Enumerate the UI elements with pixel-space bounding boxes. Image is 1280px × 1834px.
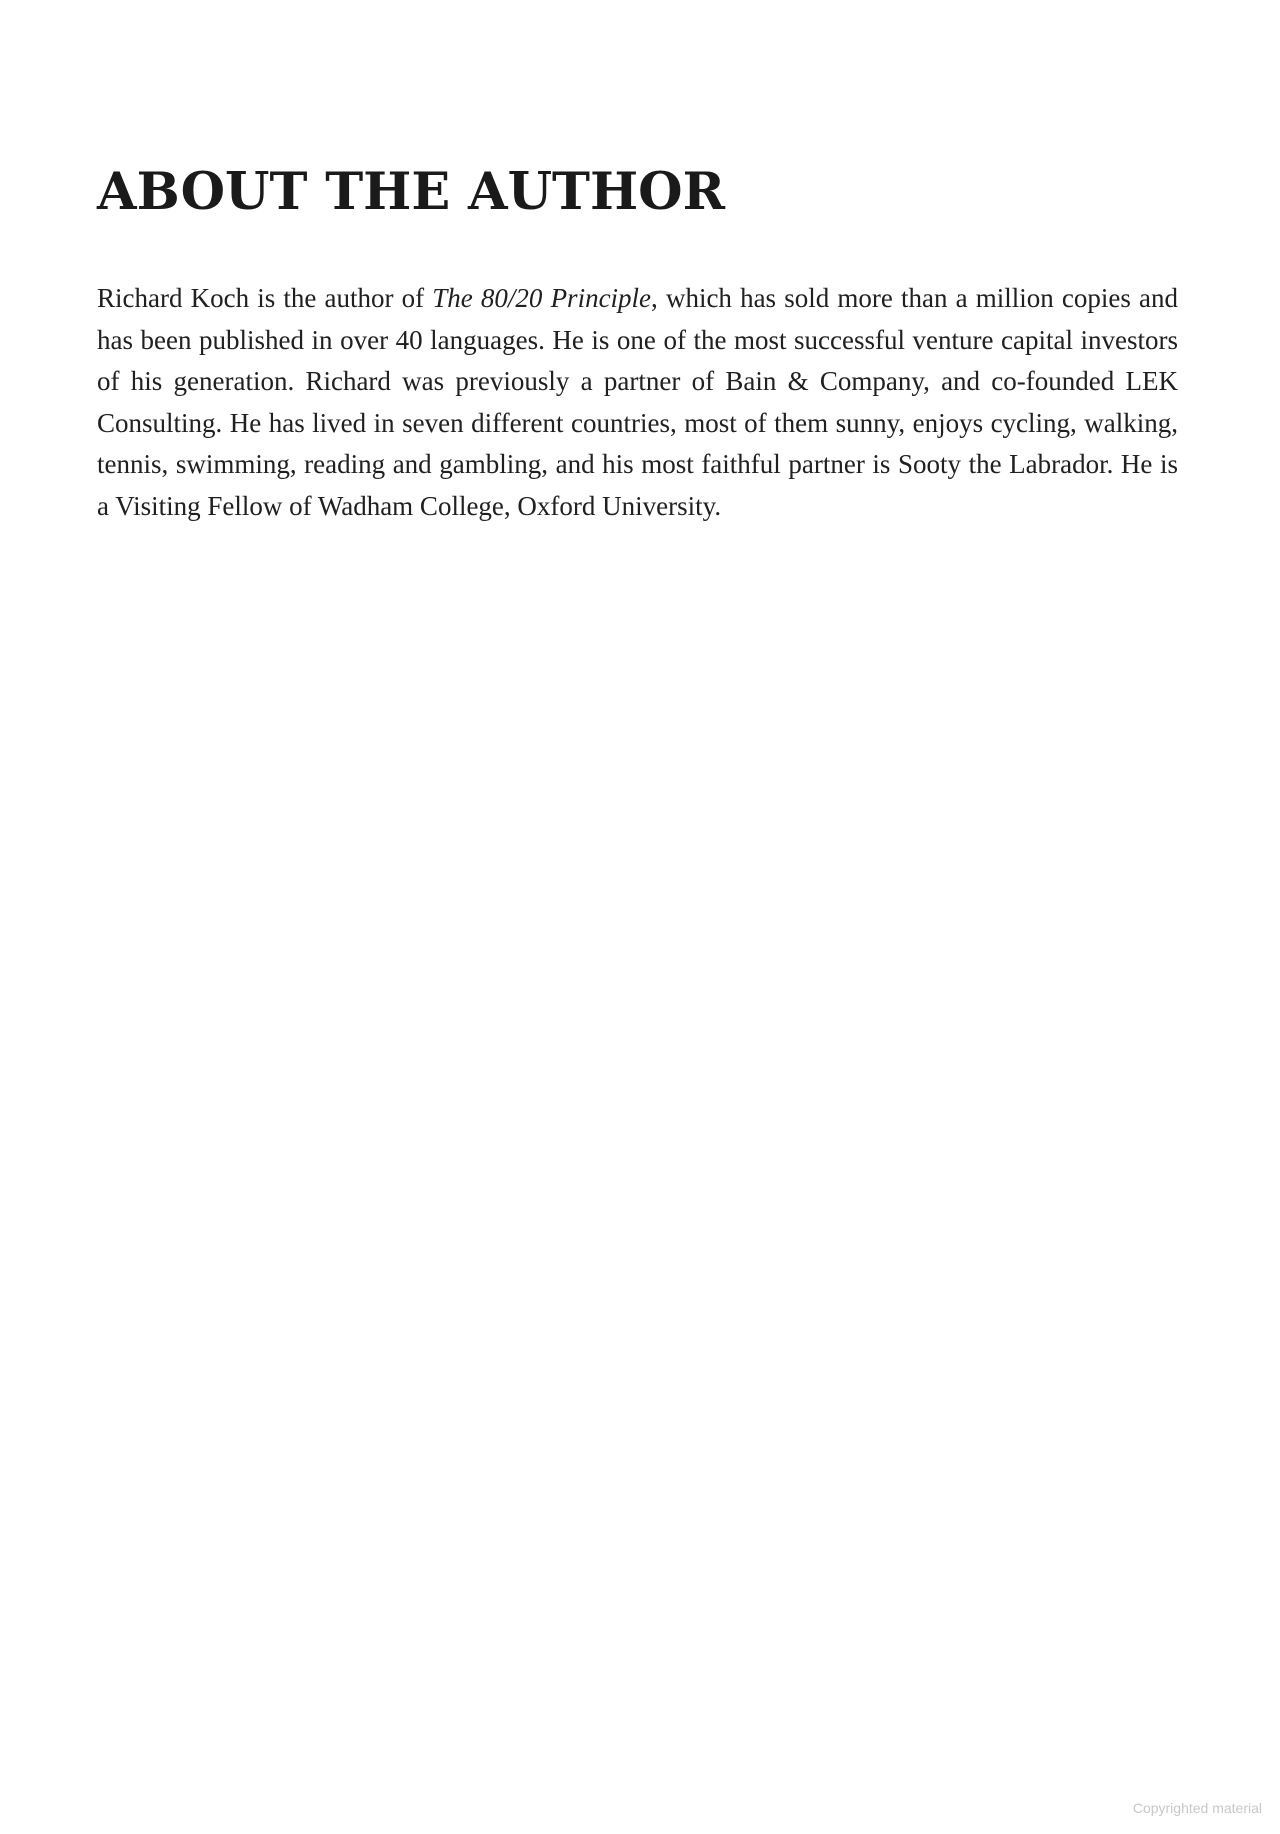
bio-rest-text: , which has sold more than a million copies and has been published in over 40 languages. He is one of the most successful venture capital investors of his generation. Richard was previously a partner of Bain & Company, and co-founded LEK Consulting. He has lived in seven different countries, most of them sunny, enjoys cycling, walking, tennis, swimming, reading and gambling, and his most faithful partner is Sooty the Labrador. He is a Visiting Fellow of Wadham College, Oxford University. [97, 283, 1178, 521]
copyright-watermark: Copyrighted material [1132, 1800, 1262, 1816]
bio-lead-text: Richard Koch is the author of [97, 283, 433, 313]
page-heading: ABOUT THE AUTHOR [97, 162, 725, 222]
author-bio-paragraph [97, 278, 1178, 527]
book-title: The 80/20 Principle [432, 283, 652, 313]
